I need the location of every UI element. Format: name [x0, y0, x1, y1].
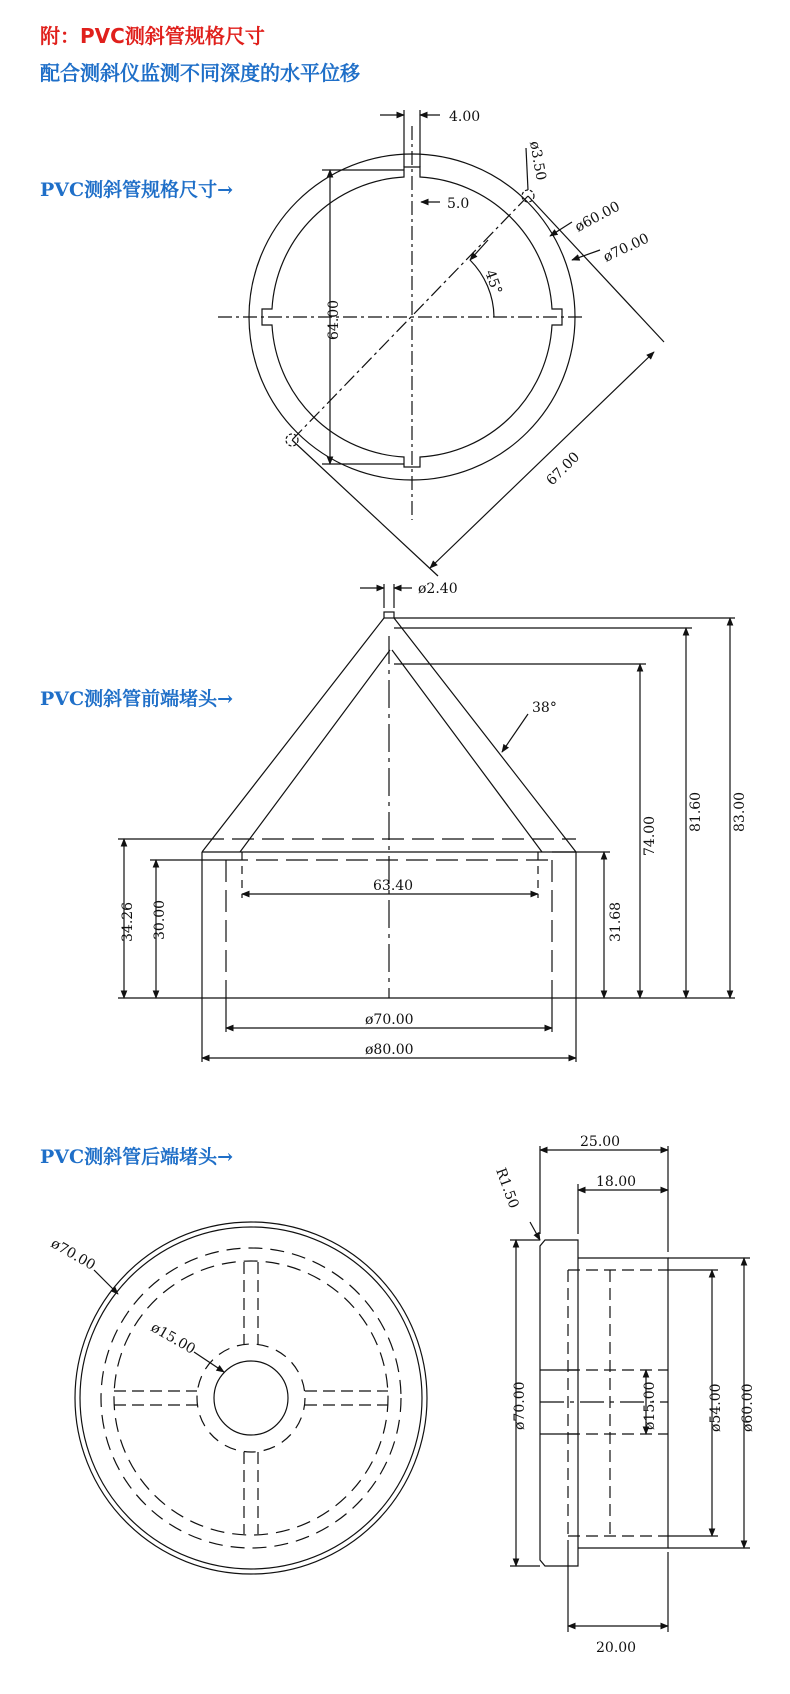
rear-cap-front-view — [75, 1222, 427, 1574]
dim-cone-angle: 38° — [532, 700, 557, 716]
dim-6340: 63.40 — [373, 878, 414, 894]
dim-diagonal: 67.00 — [543, 449, 584, 489]
dim-len-18: 18.00 — [596, 1174, 637, 1190]
rear-hidden-circle-3 — [197, 1344, 305, 1452]
dim-inner-groove: 64.00 — [326, 299, 342, 340]
dim-groove-hole: ø3.50 — [526, 139, 549, 182]
dim-dia-80: ø80.00 — [365, 1042, 414, 1058]
dim-side-70: ø70.00 — [512, 1381, 528, 1430]
dim-3168: 31.68 — [608, 901, 624, 942]
rear-center-hole — [214, 1361, 288, 1435]
rear-hidden-circle-2 — [114, 1261, 388, 1535]
rear-flange — [540, 1240, 578, 1566]
section-label-spec: PVC测斜管规格尺寸→ — [40, 179, 234, 201]
rear-hidden-circle-1 — [101, 1248, 401, 1548]
dim-rear-outer: ø70.00 — [48, 1235, 99, 1274]
dim-3426: 34.26 — [120, 901, 136, 942]
dim-tip-dia: ø2.40 — [418, 581, 458, 597]
page-subtitle: 配合测斜仪监测不同深度的水平位移 — [40, 61, 360, 85]
dim-angle: 45° — [481, 267, 505, 297]
dim-len-20: 20.00 — [596, 1640, 637, 1656]
dim-side-54: ø54.00 — [708, 1383, 724, 1432]
page-title: 附：PVC测斜管规格尺寸 — [40, 24, 265, 48]
cone-tip — [384, 612, 394, 618]
dim-len-25: 25.00 — [580, 1134, 621, 1150]
dim-groove-depth: 5.0 — [447, 196, 470, 212]
dim-7400: 74.00 — [642, 815, 658, 856]
rear-outer-circle — [75, 1222, 427, 1574]
dim-3000: 30.00 — [152, 899, 168, 940]
dim-groove-width: 4.00 — [449, 109, 481, 125]
dim-inner-dia: ø60.00 — [572, 198, 623, 236]
dim-side-60: ø60.00 — [740, 1383, 756, 1432]
pipe-cross-section — [218, 110, 664, 576]
dim-8160: 81.60 — [688, 791, 704, 832]
dim-outer-dia: ø70.00 — [600, 230, 652, 266]
dim-dia-70: ø70.00 — [365, 1012, 414, 1028]
section-label-rear-cap: PVC测斜管后端堵头→ — [40, 1146, 234, 1168]
section-label-front-cap: PVC测斜管前端堵头→ — [40, 688, 234, 710]
dim-side-15: ø15.00 — [642, 1381, 658, 1430]
dim-radius: R1.50 — [492, 1165, 522, 1211]
dim-rear-hole: ø15.00 — [148, 1319, 199, 1358]
dim-8300: 83.00 — [732, 791, 748, 832]
rear-outer-circle-inner — [80, 1227, 422, 1569]
